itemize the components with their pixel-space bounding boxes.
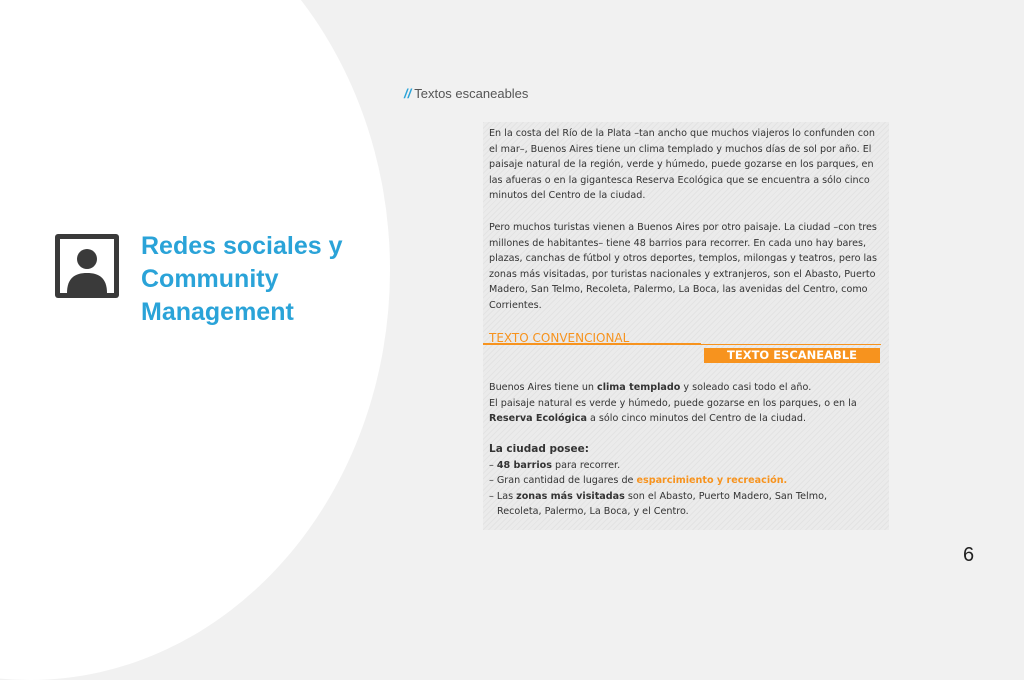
paragraph-2: Pero muchos turistas vienen a Buenos Aires por otro paisaje. La ciudad –con tres millones de habitantes– tiene 48 barrios para recorrer. En cada uno hay bares, plazas, canchas de fútbol y otros deportes, templos, milongas y teatros, pero las zonas más visitadas, por turistas nacionales y extranjeros, son el Abasto, Puerto Madero, San Telmo, Recoleta, Palermo, La Boca, las avenidas del Centro, como Corrientes.: [489, 222, 878, 311]
label-divider: [701, 344, 881, 345]
li1-c: para recorrer.: [551, 459, 621, 471]
p3-text-d: El paisaje natural es verde y húmedo, puede gozarse en los parques, o en la: [489, 397, 857, 409]
user-avatar-icon: [55, 234, 119, 298]
li1-a: –: [489, 459, 497, 471]
list-title: La ciudad posee:: [489, 443, 589, 455]
p3-text-a: Buenos Aires tiene un: [489, 382, 598, 393]
li2-a: – Gran cantidad de lugares de: [489, 475, 637, 486]
paragraph-3: [489, 380, 881, 427]
li3-b: zonas más visitadas: [516, 490, 625, 502]
page-number: 6: [963, 544, 975, 566]
title-line-2: Community: [141, 265, 279, 293]
section-label: [404, 86, 528, 101]
p3-bold-a: clima templado: [597, 382, 681, 393]
li3-c: son el Abasto, Puerto Madero, San Telmo,: [624, 490, 827, 502]
slashes-icon: //: [404, 86, 412, 101]
section-label-text: Textos escaneables: [414, 86, 529, 101]
label-conventional-text: TEXTO CONVENCIONAL: [483, 331, 701, 345]
li3-a: – Las: [489, 490, 517, 502]
slide-title: [141, 230, 381, 329]
title-line-1: Redes sociales y: [141, 232, 343, 260]
background-circle: [0, 0, 390, 680]
li1-b: 48 barrios: [496, 459, 552, 471]
list-item: [489, 473, 881, 489]
list-item: [489, 489, 881, 505]
p3-text-c: y soleado casi todo el año.: [680, 382, 812, 393]
label-scannable-text: TEXTO ESCANEABLE: [704, 348, 880, 363]
list-item-continuation: Recoleta, Palermo, La Boca, y el Centro.: [497, 506, 689, 517]
scanned-text-image: [483, 122, 889, 530]
paragraph-1: En la costa del Río de la Plata –tan ancho que muchos viajeros lo confunden con el mar–, Buenos Aires tiene un clima templado y muchos días de sol por año. El paisaje natural de la región, verde y húmedo, puede gozarse en los parques, en las afueras o en la gigantesca Reserva Ecológica que se encuentra a sólo cinco minutos del Centro de la ciudad.: [489, 128, 875, 201]
p3-bold-e: Reserva Ecológica: [489, 413, 587, 424]
title-line-3: Management: [141, 298, 294, 326]
li2-b: esparcimiento y recreación.: [636, 475, 788, 486]
feature-list: [489, 442, 881, 520]
p3-text-f: a sólo cinco minutos del Centro de la ciudad.: [586, 413, 807, 424]
list-item: [489, 458, 881, 474]
